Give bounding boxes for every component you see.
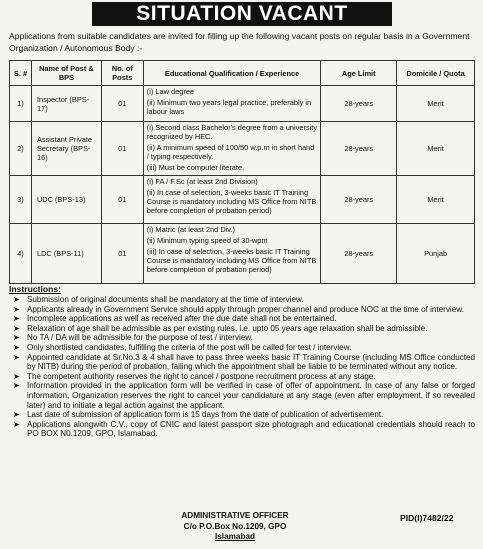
- signature-block: [140, 511, 330, 543]
- arrow-icon: ➤: [13, 352, 20, 362]
- header-age: Age Limit: [321, 61, 397, 86]
- arrow-icon: ➤: [13, 333, 20, 343]
- qualification-item: (iii) Must be computer literate.: [146, 163, 245, 172]
- intro-text: Applications from suitable candidates are invited for filling up the following vacant posts on regular basis in a Government Organization / Autonomous Body :-: [9, 31, 470, 53]
- row-domicile: Merit: [397, 86, 475, 122]
- instruction-item: [9, 305, 475, 315]
- instruction-item: [9, 420, 475, 439]
- instruction-text: Applications alongwith C.V., copy of CNIC and latest passport size photograph and educational credentials should reach to PO BOX N0.1209, GPO, Islamabad.: [27, 419, 475, 439]
- arrow-icon: ➤: [13, 304, 20, 314]
- officer-city: Islamabad: [214, 532, 256, 541]
- vacancy-table: [9, 60, 475, 284]
- header-sno: S. #: [10, 61, 32, 86]
- row-age: 28-years: [321, 86, 397, 122]
- instruction-text: No TA / DA will be admissible for the purpose of test / interview.: [27, 333, 253, 343]
- instruction-item: [9, 295, 475, 305]
- qualification-item: (iii) In case of selection, 3-weeks basic IT Training Course is mandatory including MS Office from NITB before completion of probation period): [146, 247, 317, 274]
- row-posts: 01: [101, 224, 143, 284]
- table-row: [10, 176, 475, 224]
- instruction-item: [9, 314, 475, 324]
- row-qualification: [143, 176, 321, 224]
- qualification-item: (i) Law degree: [146, 87, 195, 96]
- instruction-text: The competent authority reserves the right to cancel / postpone recruitment process at any stage.: [27, 371, 376, 381]
- arrow-icon: ➤: [13, 323, 20, 333]
- arrow-icon: ➤: [13, 314, 20, 324]
- row-domicile: Punjab: [397, 224, 475, 284]
- row-post: LDC (BPS-11): [31, 224, 101, 284]
- row-post: Inspector (BPS-17): [31, 86, 101, 122]
- row-qualification: [143, 224, 321, 284]
- instruction-item: [9, 381, 475, 410]
- instructions-list: [9, 295, 475, 439]
- qualification-item: (ii) In case of selection, 3-weeks basic IT Training Course is mandatory including MS Office from NITB before completion of probation period): [146, 188, 317, 215]
- instruction-text: Submission of original documents shall be mandatory at the time of interview.: [27, 295, 304, 304]
- instruction-text: Applicants already in Government Service should apply through proper channel and produce NOC at the time of interview.: [27, 304, 464, 314]
- row-sno: 2): [10, 122, 32, 176]
- instruction-item: [9, 353, 475, 372]
- row-domicile: Merit: [397, 122, 475, 176]
- row-post: UDC (BPS-13): [31, 176, 101, 224]
- banner-title: SITUATION VACANT: [92, 2, 392, 26]
- instruction-text: Incomplete applications as well as received after the due date shall not be entertained.: [27, 314, 337, 324]
- header-domicile: Domicile / Quota: [397, 61, 475, 86]
- row-posts: 01: [101, 86, 143, 122]
- row-sno: 1): [10, 86, 32, 122]
- qualification-item: (i) Second class Bachelor's degree from a university recognized by HEC.: [146, 123, 318, 141]
- table-row: [10, 122, 475, 176]
- qualification-item: (i) FA / F.Sc (at least 2nd Division): [146, 177, 258, 186]
- header-qualification: Educational Qualification / Experience: [143, 61, 321, 86]
- arrow-icon: ➤: [13, 419, 20, 429]
- instruction-text: Only shortlisted candidates, fulfilling the criteria of the post will be called for test / interview.: [27, 342, 352, 352]
- row-posts: 01: [101, 176, 143, 224]
- instruction-item: [9, 324, 475, 334]
- instruction-item: [9, 343, 475, 353]
- row-sno: 4): [10, 224, 32, 284]
- table-row: [10, 86, 475, 122]
- row-qualification: [143, 86, 321, 122]
- instructions-title: Instructions:: [9, 284, 62, 294]
- instruction-text: Appointed candidate at Sr.No.3 & 4 shall have to pass three weeks basic IT Training Course (including MS Office conducted by NITB) during the period of probation, failing which the appointment shall be liable to be terminated without any notice.: [27, 352, 475, 372]
- header-post: Name of Post & BPS: [31, 61, 101, 86]
- row-age: 28-years: [321, 122, 397, 176]
- instruction-item: [9, 410, 475, 420]
- row-sno: 3): [10, 176, 32, 224]
- officer-address: C/o P.O.Box No.1209, GPO: [183, 521, 287, 531]
- table-row: [10, 224, 475, 284]
- instruction-item: [9, 372, 475, 382]
- arrow-icon: ➤: [13, 342, 20, 352]
- instruction-text: Information provided in the application form will be verified in case of offer of appointment. In case of any false or forged information, Organization reserves the right to cancel your candidature at any stage (even after employment, if so revealed later) and to initiate a legal action against the applicant.: [27, 381, 475, 410]
- officer-title: ADMINISTRATIVE OFFICER: [181, 511, 289, 520]
- pid-number: PID(I)7482/22: [400, 513, 454, 523]
- row-post: Assistant Private Secretary (BPS-16): [31, 122, 101, 176]
- instruction-text: Relaxation of age shall be admissible as per existing rules, i.e. upto 05 years age relaxation shall be admissible.: [27, 323, 428, 333]
- qualification-item: (ii) Minimum typing speed of 30-wpm: [146, 236, 268, 245]
- instruction-text: Last date of submission of application form is 15 days from the date of publication of advertisement.: [27, 410, 384, 420]
- qualification-item: (ii) A minimum speed of 100/50 w.p.m in short hand / typing respectively.: [146, 143, 315, 161]
- row-posts: 01: [101, 122, 143, 176]
- arrow-icon: ➤: [13, 371, 20, 381]
- arrow-icon: ➤: [13, 410, 20, 420]
- qualification-item: (ii) Minimum two years legal practice, preferably in labour laws: [146, 98, 312, 116]
- arrow-icon: ➤: [13, 295, 20, 304]
- header-posts: No. of Posts: [101, 61, 143, 86]
- row-qualification: [143, 122, 321, 176]
- row-age: 28-years: [321, 176, 397, 224]
- row-age: 28-years: [321, 224, 397, 284]
- qualification-item: (i) Matric (at least 2nd Div.): [146, 225, 235, 234]
- table-header-row: [10, 61, 475, 86]
- instruction-item: [9, 333, 475, 343]
- arrow-icon: ➤: [13, 381, 20, 391]
- row-domicile: Merit: [397, 176, 475, 224]
